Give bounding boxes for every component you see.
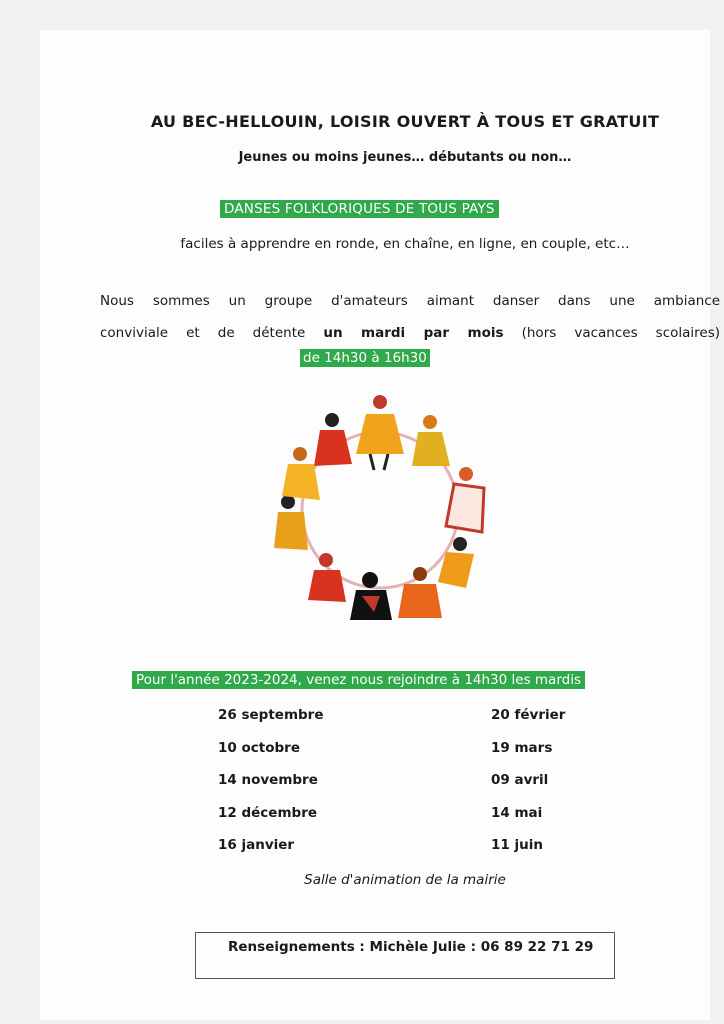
contact-box: Renseignements : Michèle Julie : 06 89 22 71 29 bbox=[195, 932, 615, 979]
hours-banner: de 14h30 à 16h30 bbox=[300, 349, 430, 367]
year-banner: Pour l'année 2023-2024, venez nous rejoindre à 14h30 les mardis bbox=[132, 671, 585, 689]
intro-paragraph bbox=[100, 285, 720, 349]
date-item: 14 novembre bbox=[218, 772, 318, 788]
dances-banner: DANSES FOLKLORIQUES DE TOUS PAYS bbox=[220, 200, 499, 218]
intro-line-2 bbox=[100, 317, 720, 349]
intro-line-2-start: conviviale et de détente bbox=[100, 325, 306, 341]
intro-line-2-bold: un mardi par mois bbox=[323, 325, 504, 341]
flyer-sheet bbox=[40, 30, 721, 1020]
folk-dancers-circle-image bbox=[270, 392, 490, 622]
date-item: 12 décembre bbox=[218, 804, 318, 821]
intro-line-2-end: (hors vacances scolaires) bbox=[521, 325, 721, 341]
date-item: 14 mai bbox=[491, 804, 543, 821]
intro-line-1: Nous sommes un groupe d'amateurs aimant danser dans une ambiance bbox=[100, 293, 720, 309]
date-item: 16 janvier bbox=[218, 837, 295, 853]
date-item: 20 février bbox=[491, 707, 566, 723]
date-item: 19 mars bbox=[491, 739, 553, 756]
dates-list-left bbox=[218, 704, 324, 867]
dates-list-right bbox=[491, 704, 565, 867]
date-item: 09 avril bbox=[491, 772, 549, 788]
date-item: 26 septembre bbox=[218, 707, 324, 723]
dance-styles-text: faciles à apprendre en ronde, en chaîne, en ligne, en couple, etc… bbox=[180, 236, 630, 252]
date-item: 11 juin bbox=[491, 837, 543, 853]
flyer-title: AU BEC-HELLOUIN, LOISIR OUVERT À TOUS ET GRATUIT bbox=[150, 112, 660, 131]
flyer-subtitle: Jeunes ou moins jeunes… débutants ou non… bbox=[238, 150, 572, 165]
venue-text: Salle d'animation de la mairie bbox=[304, 872, 506, 888]
date-item: 10 octobre bbox=[218, 739, 300, 756]
